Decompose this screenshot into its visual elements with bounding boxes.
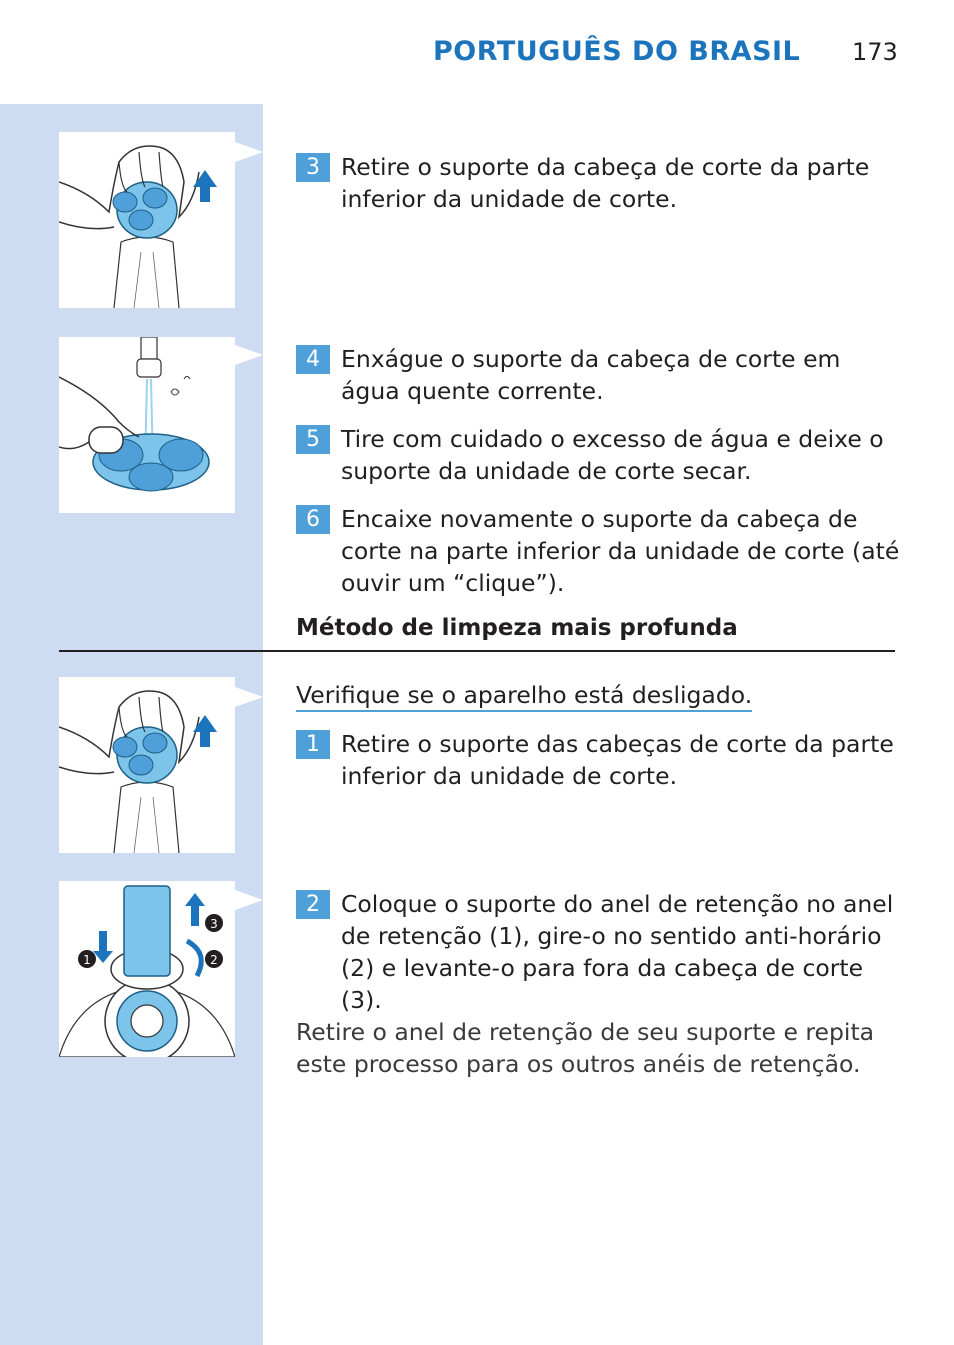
step-number: 1 [296, 730, 330, 759]
step-text: Retire o suporte da cabeça de corte da parte inferior da unidade de corte. [341, 153, 870, 213]
page-number: 173 [852, 38, 898, 66]
illustration-rinse-holder [59, 337, 235, 513]
label-2: 2 [210, 953, 218, 967]
pointer [235, 890, 263, 910]
pointer [235, 687, 263, 707]
language-title: PORTUGUÊS DO BRASIL [433, 36, 801, 67]
label-1: 1 [83, 953, 91, 967]
step-number: 6 [296, 505, 330, 534]
section-heading: Método de limpeza mais profunda [296, 615, 738, 641]
illustration-remove-holder-2 [59, 677, 235, 853]
pointer [235, 142, 263, 162]
precaution-note-text: Verifique se o aparelho está desligado. [296, 681, 752, 712]
rinsing-holder-under-tap-icon [59, 337, 235, 513]
step-number: 5 [296, 425, 330, 454]
section-divider [59, 650, 895, 652]
step-number: 3 [296, 153, 330, 182]
illustration-retaining-ring [59, 881, 235, 1057]
pointer [235, 345, 263, 365]
step-text: Tire com cuidado o excesso de água e deixe o suporte da unidade de corte secar. [341, 425, 884, 485]
step-text: Coloque o suporte do anel de retenção no anel de retenção (1), gire-o no sentido anti-horário (2) e levante-o para fora da cabeça de corte (3). [341, 890, 894, 1014]
label-3-icon [205, 914, 223, 932]
precaution-note [296, 679, 896, 711]
hand-removing-cutting-unit-holder-icon [59, 677, 235, 853]
illustration-remove-holder [59, 132, 235, 308]
retaining-ring-holder-icon [59, 881, 235, 1057]
step-number: 2 [296, 890, 330, 919]
label-2-icon [205, 950, 223, 968]
step-number: 4 [296, 345, 330, 374]
step-text: Retire o suporte das cabeças de corte da parte inferior da unidade de corte. [341, 730, 894, 790]
label-3: 3 [210, 917, 218, 931]
step-text: Enxágue o suporte da cabeça de corte em água quente corrente. [341, 345, 841, 405]
hand-removing-cutting-unit-holder-icon [59, 132, 235, 308]
label-1-icon [78, 950, 96, 968]
step-text: Encaixe novamente o suporte da cabeça de corte na parte inferior da unidade de corte (até ouvir um “clique”). [341, 505, 900, 597]
final-instruction: Retire o anel de retenção de seu suporte e repita este processo para os outros anéis de retenção. [296, 1018, 875, 1078]
